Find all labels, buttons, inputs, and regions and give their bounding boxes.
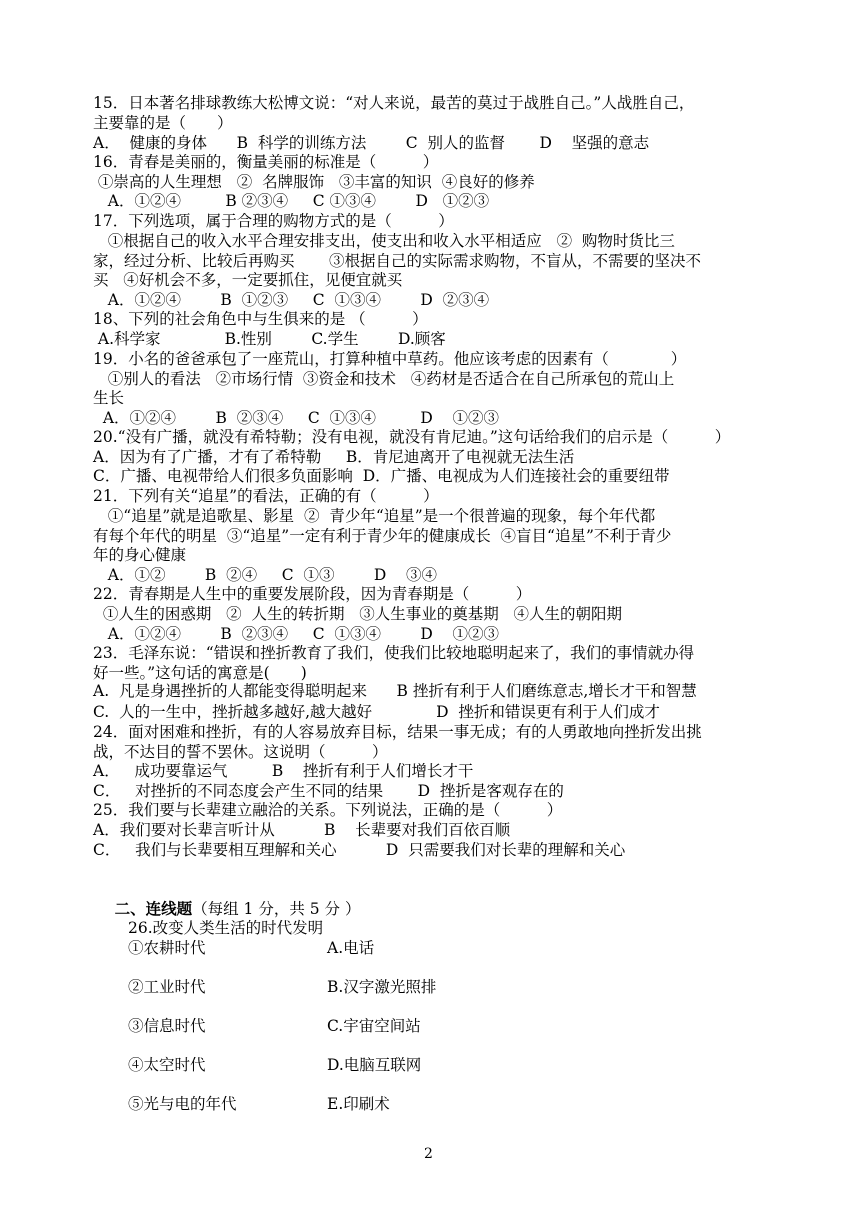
text-line: A．①②④ B ①②③ C ①③④ D ②③④ (93, 291, 490, 309)
text-line: C．广播、电视带给人们很多负面影响 D．广播、电视成为人们连接社会的重要纽带 (93, 467, 670, 485)
text-line: 17．下列选项，属于合理的购物方式的是（ ） (93, 212, 454, 230)
matching-right-item: E.印刷术 (327, 1095, 390, 1113)
text-line: ①“追星”就是追歌星、影星 ② 青少年“追星”是一个很普遍的现象，每个年代都 (93, 507, 656, 525)
text-line: C． 我们与长辈要相互理解和关心 D 只需要我们对长辈的理解和关心 (93, 841, 626, 859)
text-line: A.科学家 B.性别 C.学生 D.顾客 (93, 330, 446, 348)
text-line: 买 ④好机会不多，一定要抓住，见便宜就买 (93, 271, 403, 289)
text-line: 20.“没有广播，就没有希特勒；没有电视，就没有肯尼迪。”这句话给我们的启示是（ ） (93, 428, 731, 446)
text-line: A．①② B ②④ C ①③ D ③④ (93, 566, 438, 584)
text-line: ①根据自己的收入水平合理安排支出，使支出和收入水平相适应 ② 购物时货比三 (93, 232, 675, 250)
page-number: 2 (424, 1146, 433, 1162)
matching-right-item: D.电脑互联网 (327, 1056, 422, 1074)
text-line: A．①②④ B ②③④ C ①③④ D ①②③ (93, 192, 490, 210)
text-line: ①崇高的人生理想 ② 名牌服饰 ③丰富的知识 ④良好的修养 (93, 173, 535, 191)
matching-right-item: B.汉字激光照排 (327, 978, 437, 996)
text-line: A． 成功要靠运气 B 挫折有利于人们增长才干 (93, 762, 474, 780)
text-line: A．我们要对长辈言听计从 B 长辈要对我们百依百顺 (93, 821, 511, 839)
text-line: 21．下列有关“追星”的看法，正确的有（ ） (93, 487, 439, 505)
text-line: 23．毛泽东说：“错误和挫折教育了我们，使我们比较地聪明起来了，我们的事情就办得 (93, 644, 695, 662)
text-line: 25．我们要与长辈建立融洽的关系。下列说法，正确的是（ ） (93, 801, 563, 819)
text-line: A．因为有了广播，才有了希特勒 B．肯尼迪离开了电视就无法生活 (93, 448, 575, 466)
matching-left-item: ④太空时代 (128, 1056, 206, 1074)
text-line: C. 人的一生中，挫折越多越好,越大越好 D 挫折和错误更有利于人们成才 (93, 703, 660, 721)
text-line: 18、下列的社会角色中与生俱来的是 （ ） (93, 310, 428, 328)
text-line: A. 凡是身遇挫折的人都能变得聪明起来 B 挫折有利于人们磨练意志,增长才干和智慧 (93, 682, 697, 700)
matching-right-item: C.宇宙空间站 (327, 1017, 421, 1035)
text-line: 15．日本著名排球教练大松博文说：“对人来说，最苦的莫过于战胜自己。”人战胜自己， (93, 94, 695, 112)
text-line: A．①②④ B ②③④ C ①③④ D ①②③ (93, 409, 500, 427)
text-line: 22．青春期是人生中的重要发展阶段，因为青春期是（ ） (93, 585, 532, 603)
text-line: 19．小名的爸爸承包了一座荒山，打算种植中草药。他应该考虑的因素有（ ） (93, 350, 687, 368)
text-line: ①人生的困惑期 ② 人生的转折期 ③人生事业的奠基期 ④人生的朝阳期 (93, 605, 623, 623)
text-line: A．①②④ B ②③④ C ①③④ D ①②③ (93, 625, 500, 643)
text-line: 年的身心健康 (93, 546, 187, 564)
text-line: 好一些。”这句话的寓意是( ) (93, 664, 307, 682)
text-line: 16．青春是美丽的，衡量美丽的标准是（ ） (93, 153, 439, 171)
text-line: C． 对挫折的不同态度会产生不同的结果 D 挫折是客观存在的 (93, 782, 564, 800)
text-line: ①别人的看法 ②市场行情 ③资金和技术 ④药材是否适合在自己所承包的荒山上 (93, 370, 675, 388)
text-line: 战，不达目的誓不罢休。这说明（ ） (93, 743, 388, 761)
matching-left-item: ②工业时代 (128, 978, 206, 996)
text-line: A． 健康的身体 B 科学的训练方法 C 别人的监督 D 坚强的意志 (93, 134, 650, 152)
matching-left-item: ⑤光与电的年代 (128, 1095, 237, 1113)
matching-left-item: ①农耕时代 (128, 939, 206, 957)
text-line: 24．面对困难和挫折，有的人容易放弃目标，结果一事无成；有的人勇敢地向挫折发出挑 (93, 723, 702, 741)
matching-heading: 26.改变人类生活的时代发明 (128, 919, 324, 937)
text-line: 家，经过分析、比较后再购买 ③根据自己的实际需求购物，不盲从，不需要的坚决不 (93, 252, 701, 270)
text-line: 主要靠的是（ ） (93, 114, 233, 132)
matching-left-item: ③信息时代 (128, 1017, 206, 1035)
section-title: 二、连线题 (114, 899, 193, 918)
section-note: （每组 1 分，共 5 分 ） (192, 900, 361, 918)
matching-right-item: A.电话 (327, 939, 375, 957)
text-line: 生长 (93, 389, 125, 407)
text-line: 有每个年代的明星 ③“追星”一定有利于青少年的健康成长 ④盲目“追星”不利于青少 (93, 527, 672, 545)
